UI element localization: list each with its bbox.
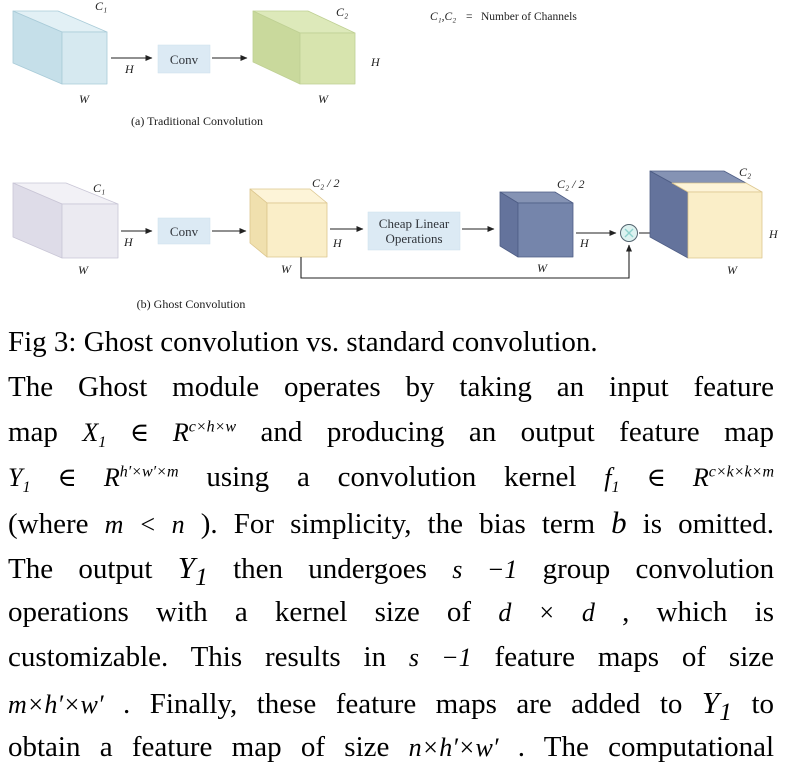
label-h-primary-b: H: [333, 236, 342, 250]
text-run: then undergoes: [233, 553, 427, 585]
output-feature-cube-b: [650, 171, 762, 258]
text-run: customizable. This results in: [8, 641, 387, 673]
body-line-8: [8, 635, 774, 680]
math-y1-domain: $Y_1$ ∈ $R^{h'\times w'\times m}$: [8, 463, 179, 497]
label-w-input-b: W: [78, 263, 88, 277]
label-h-arrow-b: H: [124, 235, 133, 249]
math-y1: $Y_1$: [701, 685, 733, 727]
label-c2-half-primary: C₂ / 2: [312, 176, 340, 190]
figure-caption-text: Fig 3: Ghost convolution vs. standard convolution.: [8, 326, 598, 358]
math-x1-domain: $X_1$ ∈ $R^{c\times h\times w}$: [82, 418, 237, 452]
conv-box-b-label: Conv: [169, 224, 199, 239]
text-run: The output: [8, 553, 153, 585]
label-w-input-a: W: [79, 92, 89, 106]
body-line-9: [8, 680, 774, 725]
legend-text: Number of Channels: [481, 11, 577, 23]
primary-feature-cube-b: [250, 189, 327, 257]
body-line-6: [8, 545, 774, 590]
figure-legend: [430, 11, 577, 23]
text-run: . The computational: [517, 731, 775, 763]
label-w-primary-b: W: [281, 262, 291, 276]
label-c2-half-ghost: C₂ / 2: [557, 177, 585, 191]
body-text: [0, 318, 786, 770]
math-m-lt-n: m < n: [104, 510, 185, 539]
cheap-linear-label-line2: Operations: [385, 231, 443, 246]
conv-box-a: [158, 45, 210, 73]
body-line-5: [8, 500, 774, 545]
text-run: is omitted.: [642, 508, 775, 540]
output-feature-cube-a: [253, 11, 355, 84]
body-line-10: [8, 725, 774, 770]
diagram-traditional-convolution: [13, 0, 381, 128]
math-y1: $Y_1$: [177, 550, 208, 592]
math-m-h-w-size: m×h′×w′: [8, 690, 104, 719]
text-run: operations with a kernel size of: [8, 596, 472, 628]
label-w-ghost-b: W: [537, 261, 547, 275]
label-c1-a: C₁: [95, 0, 108, 13]
concat-operator-icon: [621, 225, 638, 242]
label-h-output-a: H: [371, 55, 380, 69]
text-run: using a convolution kernel: [206, 461, 577, 493]
math-s-minus-1: s −1: [452, 555, 518, 584]
caption-traditional-convolution: (a) Traditional Convolution: [131, 114, 263, 128]
label-h-output-b: H: [769, 227, 778, 241]
text-run: obtain a feature map of size: [8, 731, 390, 763]
label-h-ghost-b: H: [580, 236, 589, 250]
figure-diagram: [0, 0, 786, 318]
math-d-by-d: d × d: [498, 598, 595, 627]
math-f1-domain: $f_1$ ∈ $R^{c\times k\times k\times m}$: [604, 463, 774, 497]
text-run: map: [8, 416, 58, 448]
text-run: and producing an output feature map: [260, 416, 774, 448]
text-run: The Ghost module operates by taking an input feature: [8, 371, 774, 403]
conv-box-a-label: Conv: [169, 52, 199, 67]
conv-box-b: [158, 218, 210, 244]
diagram-ghost-convolution: [13, 165, 779, 311]
text-run: to: [751, 688, 775, 720]
text-run: feature maps of size: [494, 641, 774, 673]
math-s-minus-1: s −1: [408, 643, 472, 672]
text-run: . Finally, these feature maps are added to: [123, 688, 683, 720]
body-line-3: [8, 410, 774, 455]
math-bias-b: b: [611, 505, 627, 540]
text-run: group convolution: [542, 553, 775, 585]
label-w-output-b: W: [727, 263, 737, 277]
cheap-linear-label-line1: Cheap Linear: [378, 216, 450, 231]
body-line-4: [8, 455, 774, 500]
body-line-2: [8, 365, 774, 410]
caption-ghost-convolution: (b) Ghost Convolution: [136, 297, 246, 311]
legend-equals: =: [466, 11, 473, 23]
label-c2-a: C₂: [336, 5, 349, 19]
label-h-arrow-a: H: [125, 62, 134, 76]
label-w-output-a: W: [318, 92, 328, 106]
math-n-h-w-size: n×h′×w′: [408, 733, 499, 762]
input-feature-cube-a: [13, 11, 107, 84]
text-run: ). For simplicity, the bias term: [200, 508, 596, 540]
label-c2-output-b: C₂: [739, 165, 752, 179]
label-c1-b: C₁: [93, 181, 106, 195]
text-run: (where: [8, 508, 89, 540]
text-run: , which is: [622, 596, 775, 628]
ghost-feature-cube-b: [500, 192, 573, 257]
legend-channel-symbols: C₁,C₂: [430, 11, 457, 23]
cheap-linear-operations-box: [368, 212, 460, 250]
body-line-7: [8, 590, 774, 635]
